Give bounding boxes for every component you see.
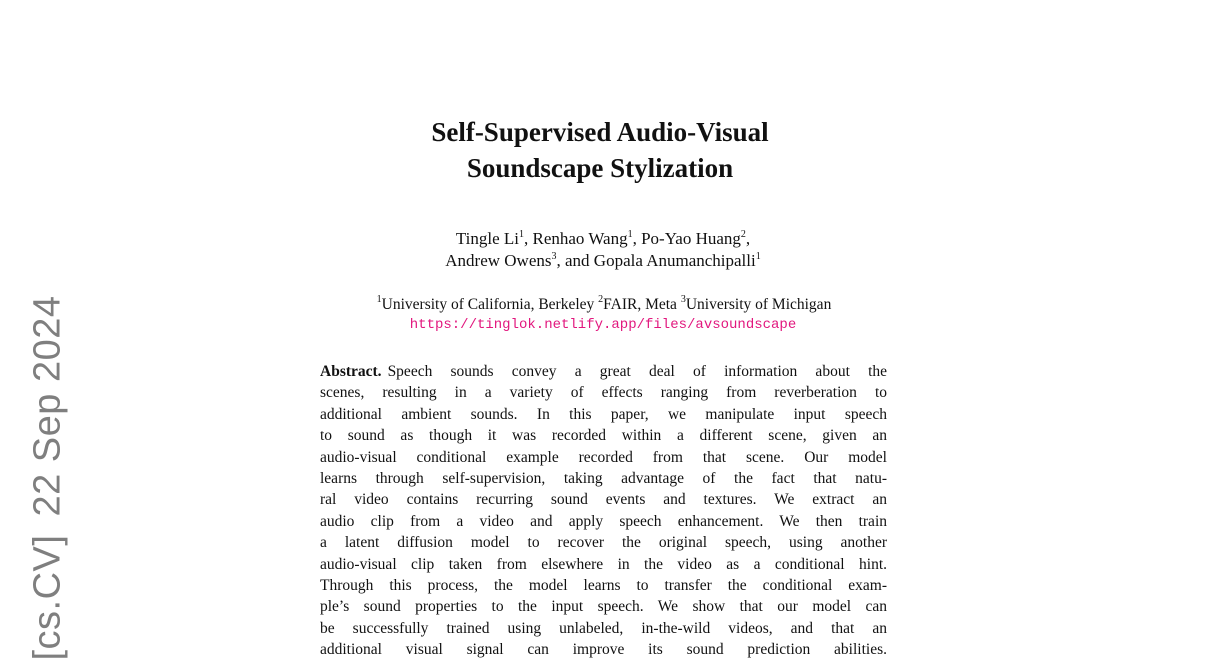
abstract-line: additional ambient sounds. In this paper, we manipulate input speech bbox=[320, 405, 887, 423]
title-line-1: Self-Supervised Audio-Visual bbox=[431, 117, 769, 147]
author-name: Andrew Owens bbox=[445, 251, 552, 270]
author-name: Renhao Wang bbox=[532, 229, 628, 248]
author-separator: , and bbox=[556, 251, 594, 270]
author-affil-mark: 1 bbox=[755, 251, 761, 262]
affil-mark: 2 bbox=[598, 294, 604, 305]
abstract-line: be successfully trained using unlabeled, in-the-wild videos, and that an bbox=[320, 619, 887, 637]
author-affil-mark: 1 bbox=[518, 229, 524, 240]
affil-mark: 1 bbox=[376, 294, 382, 305]
abstract-line: ral video contains recurring sound events and textures. We extract an bbox=[320, 491, 887, 509]
author-affil-mark: 2 bbox=[740, 229, 746, 240]
project-url-link[interactable]: https://tinglok.netlify.app/files/avsoundscape bbox=[409, 317, 797, 333]
abstract-line: a latent diffusion model to recover the original speech, using another bbox=[320, 534, 887, 552]
title-line-2: Soundscape Stylization bbox=[466, 153, 734, 183]
arxiv-date: 22 Sep 2024 bbox=[26, 295, 69, 517]
abstract-label: Abstract. bbox=[320, 363, 382, 380]
author-name: Po-Yao Huang bbox=[641, 229, 741, 248]
abstract-line: audio-visual clip taken from elsewhere in the video as a conditional hint. bbox=[320, 555, 887, 573]
author-separator: , bbox=[523, 229, 533, 248]
arxiv-category: [cs.CV] bbox=[26, 534, 69, 661]
paper-title bbox=[0, 114, 1200, 186]
affiliation-name: FAIR, Meta bbox=[603, 296, 681, 313]
abstract-line bbox=[320, 361, 887, 382]
affil-mark: 3 bbox=[680, 294, 686, 305]
abstract-line: scenes, resulting in a variety of effects ranging from reverberation to bbox=[320, 384, 887, 402]
abstract-text: Speech sounds convey a great deal of information about the bbox=[387, 363, 887, 380]
author-separator: , bbox=[745, 229, 751, 248]
affiliation-name: University of California, Berkeley bbox=[381, 296, 599, 313]
abstract-line: additional visual signal can improve its sound prediction abilities. bbox=[320, 641, 887, 659]
author-line-2 bbox=[0, 250, 1206, 272]
author-separator: , bbox=[632, 229, 642, 248]
abstract-line: learns through self-supervision, taking advantage of the fact that natu- bbox=[320, 470, 887, 488]
abstract bbox=[320, 361, 887, 661]
affiliations bbox=[0, 294, 1208, 336]
author-line-1 bbox=[0, 228, 1206, 250]
author-name: Gopala Anumanchipalli bbox=[593, 251, 756, 270]
abstract-line: ple’s sound properties to the input speech. We show that our model can bbox=[320, 598, 887, 616]
abstract-line: audio clip from a video and apply speech enhancement. We then train bbox=[320, 512, 887, 530]
abstract-line: to sound as though it was recorded within a different scene, given an bbox=[320, 427, 887, 445]
affiliation-name: University of Michigan bbox=[685, 296, 832, 313]
author-list bbox=[0, 228, 1206, 272]
abstract-line: audio-visual conditional example recorded from that scene. Our model bbox=[320, 448, 887, 466]
arxiv-sidebar-stamp bbox=[27, 296, 70, 661]
author-affil-mark: 1 bbox=[627, 229, 633, 240]
affiliation-line bbox=[0, 294, 1208, 315]
author-affil-mark: 3 bbox=[551, 251, 557, 262]
abstract-line: Through this process, the model learns to transfer the conditional exam- bbox=[320, 577, 887, 595]
author-name: Tingle Li bbox=[455, 229, 519, 248]
